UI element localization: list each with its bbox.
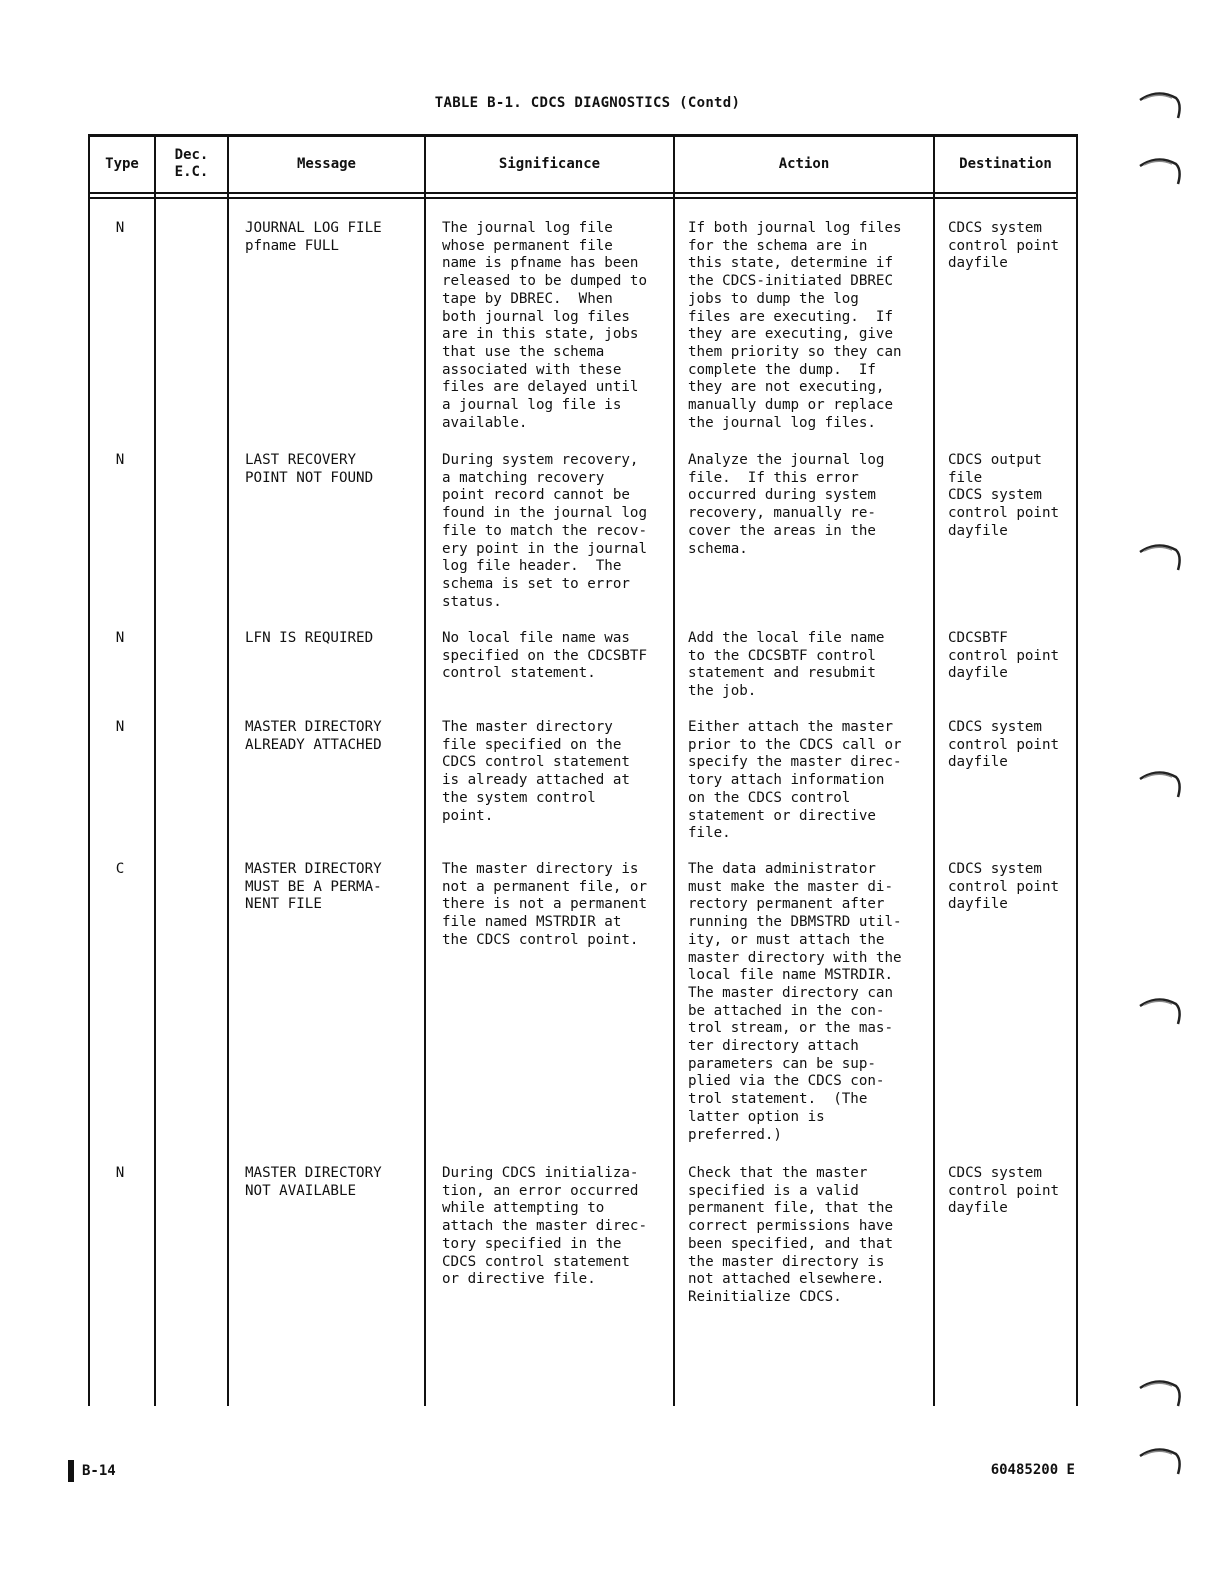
row-destination: CDCS system control point dayfile	[948, 220, 1060, 272]
row-message: LAST RECOVERY POINT NOT FOUND	[245, 452, 374, 486]
row-significance: During system recovery, a matching recovery point record cannot be found in the journal log file to match the recov- ery point in the journal log file header. The schema is set to error status.	[442, 452, 647, 610]
header-significance: Significance	[498, 155, 601, 172]
column-divider	[227, 134, 229, 1406]
binder-hole-icon	[1138, 154, 1182, 190]
row-message: JOURNAL LOG FILE pfname FULL	[245, 220, 382, 254]
diagnostics-table	[88, 134, 1078, 1406]
binder-hole-icon	[1138, 1444, 1182, 1480]
row-destination: CDCS system control point dayfile	[948, 861, 1060, 913]
binder-hole-icon	[1138, 994, 1182, 1030]
row-destination: CDCS system control point dayfile	[948, 1165, 1060, 1217]
change-bar	[68, 1460, 74, 1482]
header-dec-ec: Dec. E.C.	[174, 147, 209, 180]
row-action: The data administrator must make the master di- rectory permanent after running the DBMSTRD util- ity, or must attach the master directory with the local file name MSTRDIR. The master directory can be attached in the con- trol stream, or the mas- ter directory attach parameters can be sup- plied via the CDCS con- trol statement. (The latter option is preferred.)	[688, 861, 902, 1143]
row-action: Either attach the master prior to the CDCS call or specify the master direc- tory attach information on the CDCS control statement or directive file.	[688, 719, 902, 842]
row-significance: No local file name was specified on the CDCSBTF control statement.	[442, 630, 647, 682]
row-type: N	[115, 1165, 125, 1181]
document-number: 60485200 E	[990, 1462, 1075, 1478]
row-action: If both journal log files for the schema are in this state, determine if the CDCS-initiated DBREC jobs to dump the log files are executing. If they are executing, give them priority so they can complete the dump. If they are not executing, manually dump or replace the journal log files.	[688, 220, 902, 431]
row-action: Analyze the journal log file. If this error occurred during system recovery, manually re- cover the areas in the schema.	[688, 452, 885, 557]
binder-hole-icon	[1138, 88, 1182, 124]
header-type: Type	[105, 155, 139, 172]
page-number: B-14	[82, 1463, 116, 1479]
row-message: MASTER DIRECTORY MUST BE A PERMA- NENT FILE	[245, 861, 382, 913]
row-action: Add the local file name to the CDCSBTF control statement and resubmit the job.	[688, 630, 885, 700]
binder-hole-icon	[1138, 540, 1182, 576]
header-rule-double	[88, 197, 1078, 199]
table-title: TABLE B-1. CDCS DIAGNOSTICS (Contd)	[434, 95, 741, 111]
row-destination: CDCSBTF control point dayfile	[948, 630, 1060, 682]
row-type: N	[115, 452, 125, 468]
row-message: LFN IS REQUIRED	[245, 630, 374, 646]
row-type: N	[115, 630, 125, 646]
row-significance: The master directory file specified on the CDCS control statement is already attached at the system control point.	[442, 719, 630, 824]
binder-hole-icon	[1138, 767, 1182, 803]
binder-hole-icon	[1138, 1376, 1182, 1412]
column-divider	[1076, 134, 1078, 1406]
row-significance: The journal log file whose permanent file name is pfname has been released to be dumped to tape by DBREC. When both journal log files are in this state, jobs that use the schema associated with these files are delayed until a journal log file is available.	[442, 220, 647, 431]
column-divider	[424, 134, 426, 1406]
column-divider	[154, 134, 156, 1406]
header-destination: Destination	[959, 155, 1052, 172]
page-footer-left	[68, 1460, 116, 1482]
row-message: MASTER DIRECTORY ALREADY ATTACHED	[245, 719, 382, 753]
column-divider	[88, 134, 90, 1406]
header-action: Action	[778, 155, 830, 172]
column-divider	[933, 134, 935, 1406]
row-message: MASTER DIRECTORY NOT AVAILABLE	[245, 1165, 382, 1199]
row-type: C	[115, 861, 125, 877]
column-divider	[673, 134, 675, 1406]
row-action: Check that the master specified is a valid permanent file, that the correct permissions have been specified, and that the master directory is not attached elsewhere. Reinitialize CDCS.	[688, 1165, 893, 1305]
row-destination: CDCS system control point dayfile	[948, 719, 1060, 771]
row-significance: The master directory is not a permanent file, or there is not a permanent file named MSTRDIR at the CDCS control point.	[442, 861, 647, 948]
row-significance: During CDCS initializa- tion, an error occurred while attempting to attach the master direc- tory specified in the CDCS control statement or directive file.	[442, 1165, 647, 1288]
header-message: Message	[296, 155, 356, 172]
row-type: N	[115, 719, 125, 735]
row-destination: CDCS output file CDCS system control point dayfile	[948, 452, 1060, 539]
row-type: N	[115, 220, 125, 236]
